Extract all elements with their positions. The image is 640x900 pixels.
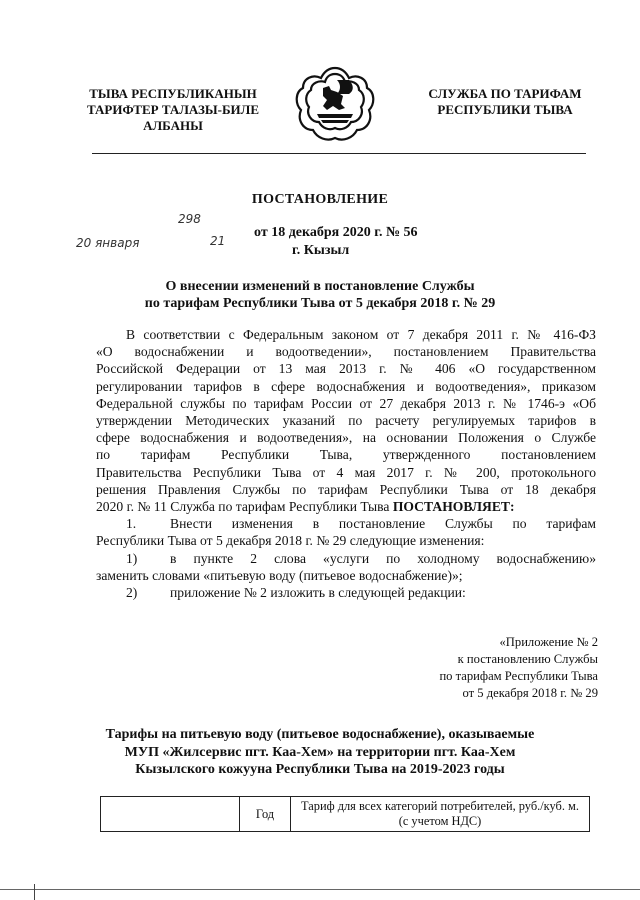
agency-name-russian-line: РЕСПУБЛИКИ ТЫВА	[437, 102, 573, 117]
preamble-line: Правительства Республики Тыва от 4 мая 2017 г. № 200, протокольного	[96, 464, 596, 480]
agency-name-tuvan	[80, 86, 266, 134]
item-1-1-text: в пункте 2 слова «услуги по холодному водоснабжению»	[170, 550, 596, 566]
item-1-2-line	[96, 584, 596, 601]
handwritten-date: 20 января	[76, 236, 140, 250]
tariffs-title-line: МУП «Жилсервис пгт. Каа-Хем» на территории пгт. Каа-Хем	[124, 744, 516, 760]
preamble-line: регулировании тарифов в сфере водоснабжения и водоотведения», приказом	[96, 378, 596, 394]
item-1-text: Внести изменения в постановление Службы по тарифам	[170, 516, 596, 532]
agency-name-russian-line: СЛУЖБА ПО ТАРИФАМ	[428, 86, 582, 101]
preamble-line: решения Правления Службы по тарифам Республики Тыва от 18 декабря	[96, 481, 596, 497]
agency-name-tuvan-line: ТАРИФТЕР ТАЛАЗЫ-БИЛЕ	[86, 102, 260, 117]
annex-line: от 5 декабря 2018 г. № 29	[462, 686, 598, 700]
subject-line: О внесении изменений в постановление Службы	[165, 279, 475, 294]
tuva-coat-of-arms-icon	[293, 62, 377, 146]
document-body	[96, 326, 596, 601]
item-1-2-number: 2)	[126, 585, 138, 601]
agency-name-russian	[420, 86, 590, 118]
table-header-row	[101, 797, 590, 832]
subject-line: по тарифам Республики Тыва от 5 декабря 2018 г. № 29	[144, 296, 496, 311]
page-bottom-tick	[34, 884, 35, 900]
agency-name-tuvan-line: ТЫВА РЕСПУБЛИКАНЫН	[89, 86, 257, 101]
agency-name-tuvan-line: АЛБАНЫ	[143, 118, 203, 133]
item-1-1-line	[96, 550, 596, 567]
item-1-2-text: приложение № 2 изложить в следующей редакции:	[170, 585, 466, 601]
table-header-year: Год	[240, 797, 291, 832]
tariffs-table	[100, 796, 590, 832]
preamble-line: «О водоснабжении и водоотведении», постановлением Правительства	[96, 344, 596, 360]
handwritten-number: 298	[178, 212, 201, 226]
item-1-1-line: заменить словами «питьевую воду (питьевое водоснабжение)»;	[96, 567, 463, 583]
table-header-tariff-line: Тариф для всех категорий потребителей, руб./куб. м.	[300, 799, 579, 813]
item-1-line: Республики Тыва от 5 декабря 2018 г. № 29 следующие изменения:	[96, 533, 485, 549]
preamble-line: сфере водоснабжения и водоотведения», на основании Положения о Службе	[96, 430, 596, 446]
annex-reference	[400, 634, 598, 702]
preamble-line: Российской Федерации от 13 мая 2013 г. № 406 «О государственном	[96, 361, 596, 377]
item-1-number: 1.	[126, 516, 137, 532]
tariffs-title-line: Тарифы на питьевую воду (питьевое водоснабжение), оказываемые	[105, 727, 535, 742]
tariffs-title	[0, 726, 640, 779]
table-header-empty	[101, 797, 240, 832]
item-1-1-number: 1)	[126, 550, 138, 566]
preamble-line: Федеральной службы по тарифам России от 27 декабря 2013 г. № 1746-э «Об	[96, 395, 596, 411]
document-date: от 18 декабря 2020 г. № 56	[254, 225, 418, 240]
table-header-tariff-line: (с учетом НДС)	[398, 814, 482, 828]
annex-line: по тарифам Республики Тыва	[439, 669, 598, 683]
preamble-last-line	[96, 498, 596, 515]
annex-line: к постановлению Службы	[457, 652, 598, 666]
handwritten-year: 21	[210, 234, 226, 248]
preamble-line: утверждении Методических указаний по расчету регулируемых тарифов в	[96, 413, 596, 429]
resolves-word: ПОСТАНОВЛЯЕТ	[392, 499, 510, 515]
tariffs-title-line: Кызылского кожууна Республики Тыва на 2019-2023 годы	[135, 762, 505, 777]
item-1-line	[96, 515, 596, 532]
preamble-last-text: 2020 г. № 11 Служба по тарифам Республики Тыва	[96, 499, 393, 515]
annex-line: «Приложение № 2	[499, 635, 598, 649]
resolves-colon: :	[509, 499, 515, 515]
document-subject	[0, 278, 640, 312]
page-bottom-edge	[0, 889, 640, 890]
document-city: г. Кызыл	[292, 243, 350, 258]
table-header-tariff	[291, 797, 590, 832]
header-divider	[92, 153, 586, 154]
preamble-line: В соответствии с Федеральным законом от 7 декабря 2011 г. № 416-ФЗ	[126, 327, 596, 342]
preamble-line: по тарифам Республики Тыва, утвержденного постановлением	[96, 447, 596, 463]
document-title: ПОСТАНОВЛЕНИЕ	[251, 192, 389, 207]
